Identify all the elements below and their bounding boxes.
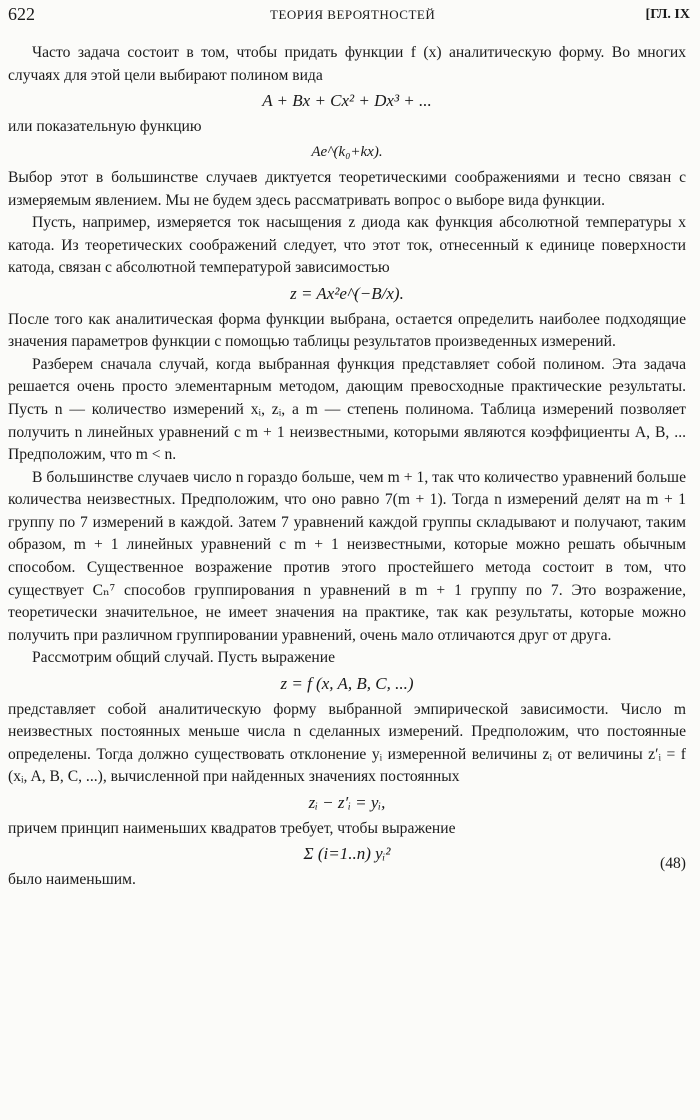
equation-sum-of-squares <box>8 843 686 873</box>
equation-diode-current: z = Ax²e^(−B/x). <box>290 283 404 303</box>
paragraph-11: было наименьшим. <box>8 870 136 888</box>
page-number: 622 <box>8 4 35 24</box>
paragraph-8: Рассмотрим общий случай. Пусть выражение <box>32 649 336 667</box>
paragraph-9: представляет собой аналитическую форму выбранной эмпирической зависимости. Число m неизвестных постоянных меньше числа n сделанных измерений. Предположим, что постоянные определены. Тогда должно существовать отклонение yᵢ измеренной величины zᵢ от величины z′ᵢ = f (xᵢ, A, B, C, ...), вычисленной при найденных значениях постоянных <box>8 700 686 786</box>
equation-general-form: z = f (x, A, B, C, ...) <box>280 674 414 694</box>
paragraph-10: причем принцип наименьших квадратов требует, чтобы выражение <box>8 819 456 837</box>
equation-exponential: Ae^(k₀+kx). <box>311 144 383 161</box>
chapter-label: [ГЛ. IX <box>645 7 690 22</box>
paragraph-7: В большинстве случаев число n гораздо больше, чем m + 1, так что количество уравнений больше количества неизвестных. Предположим, что оно равно 7(m + 1). Тогда n измерений делят на m + 1 группу по 7 измерений в каждой. Затем 7 уравнений каждой группы складывают и получают, таким образом, m + 1 линейных уравнений с m + 1 неизвестными, которые можно решать обычным способом. Существенное возражение против этого простейшего метода состоит в том, что существует Cₙ⁷ способов группирования n уравнений в m + 1 группу по 7. Это возражение, теоретически значительное, не имеет значения на практике, так как результаты, которые можно получить при различном группировании уравнений, очень мало отличаются друг от друга. <box>8 468 686 644</box>
equation-number: (48) <box>660 855 686 873</box>
paragraph-3: Выбор этот в большинстве случаев диктуется теоретическими соображениями и тесно связан с измеряемым явлением. Мы не будем здесь рассматривать вопрос о выборе вида функции. <box>8 168 686 209</box>
equation-deviation: zᵢ − z′ᵢ = yᵢ, <box>308 793 386 812</box>
page-body <box>8 42 686 891</box>
sum-expression: Σ (i=1..n) yᵢ² <box>303 844 391 864</box>
paragraph-5: После того как аналитическая форма функции выбрана, остается определить наиболее подходящие значения параметров функции с помощью таблицы результатов произведенных измерений. <box>8 310 686 351</box>
running-title: ТЕОРИЯ ВЕРОЯТНОСТЕЙ <box>270 7 436 22</box>
page-header <box>8 4 690 28</box>
paragraph-2: или показательную функцию <box>8 117 202 135</box>
paragraph-1: Часто задача состоит в том, чтобы придать функции f (x) аналитическую форму. Во многих случаях для этой цели выбирают полином вида <box>8 44 686 84</box>
paragraph-6: Разберем сначала случай, когда выбранная функция представляет собой полином. Эта задача решается очень просто элементарным методом, дающим превосходные практические результаты. Пусть n — количество измерений xᵢ, zᵢ, а m — степень полинома. Таблица измерений позволяет получить n линейных уравнений с m + 1 неизвестными, которыми являются коэффициенты A, B, ... Предположим, что m < n. <box>8 355 686 464</box>
equation-polynomial: A + Bx + Cx² + Dx³ + ... <box>262 91 432 111</box>
paragraph-4: Пусть, например, измеряется ток насыщения z диода как функция абсолютной температуры x катода. Из теоретических соображений следует, что этот ток, отнесенный к единице поверхности катода, связан с абсолютной температурой зависимостью <box>8 214 686 277</box>
